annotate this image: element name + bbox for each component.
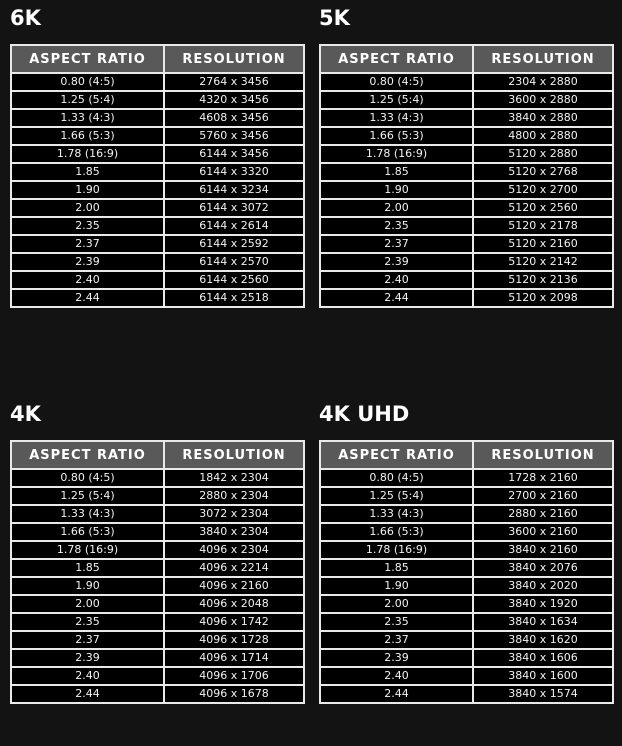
resolution-cell: 6144 x 2570: [164, 253, 304, 271]
aspect-ratio-header: ASPECT RATIO: [320, 45, 473, 73]
resolution-cell: 4096 x 2048: [164, 595, 304, 613]
table-row: [11, 145, 304, 163]
table-row: [11, 271, 304, 289]
aspect-ratio-cell: 1.85: [11, 559, 164, 577]
resolution-cell: 3840 x 1606: [473, 649, 613, 667]
table-row: [11, 253, 304, 271]
aspect-ratio-cell: 2.35: [11, 217, 164, 235]
aspect-ratio-cell: 1.78 (16:9): [320, 145, 473, 163]
resolution-cell: 6144 x 2518: [164, 289, 304, 307]
table-row: [320, 559, 613, 577]
resolution-table: [10, 44, 305, 308]
resolution-cell: 5120 x 2178: [473, 217, 613, 235]
resolution-cell: 3840 x 1620: [473, 631, 613, 649]
table-row: [320, 235, 613, 253]
aspect-ratio-cell: 2.39: [320, 253, 473, 271]
resolution-cell: 2764 x 3456: [164, 73, 304, 91]
aspect-ratio-cell: 1.78 (16:9): [320, 541, 473, 559]
resolution-cell: 3840 x 1574: [473, 685, 613, 703]
resolution-cell: 6144 x 3456: [164, 145, 304, 163]
aspect-ratio-cell: 0.80 (4:5): [320, 73, 473, 91]
resolution-cell: 3600 x 2880: [473, 91, 613, 109]
table-row: [11, 667, 304, 685]
resolution-cell: 4096 x 2214: [164, 559, 304, 577]
aspect-ratio-cell: 1.66 (5:3): [320, 523, 473, 541]
resolution-cell: 3600 x 2160: [473, 523, 613, 541]
table-row: [11, 613, 304, 631]
resolution-cell: 1842 x 2304: [164, 469, 304, 487]
resolution-cell: 4096 x 1706: [164, 667, 304, 685]
table-row: [11, 487, 304, 505]
panel-title: 5K: [319, 6, 350, 30]
panel-title: 4K UHD: [319, 402, 410, 426]
table-row: [11, 559, 304, 577]
aspect-ratio-cell: 1.33 (4:3): [320, 505, 473, 523]
aspect-ratio-cell: 1.25 (5:4): [320, 487, 473, 505]
table-row: [11, 73, 304, 91]
table-row: [11, 541, 304, 559]
table-row: [11, 577, 304, 595]
resolution-cell: 4800 x 2880: [473, 127, 613, 145]
aspect-ratio-cell: 1.66 (5:3): [11, 523, 164, 541]
table-row: [320, 469, 613, 487]
resolution-cell: 6144 x 3072: [164, 199, 304, 217]
resolution-cell: 5120 x 2160: [473, 235, 613, 253]
table-row: [11, 127, 304, 145]
aspect-ratio-cell: 1.90: [11, 577, 164, 595]
resolution-header: RESOLUTION: [164, 441, 304, 469]
aspect-ratio-cell: 2.44: [320, 289, 473, 307]
aspect-ratio-cell: 1.90: [11, 181, 164, 199]
aspect-ratio-cell: 1.25 (5:4): [11, 91, 164, 109]
table-row: [320, 631, 613, 649]
table-row: [320, 649, 613, 667]
resolution-cell: 5120 x 2098: [473, 289, 613, 307]
resolution-cell: 3840 x 2304: [164, 523, 304, 541]
aspect-ratio-cell: 2.00: [320, 595, 473, 613]
table-header-row: [320, 441, 613, 469]
resolution-cell: 3072 x 2304: [164, 505, 304, 523]
table-row: [320, 505, 613, 523]
aspect-ratio-cell: 1.25 (5:4): [11, 487, 164, 505]
resolution-header: RESOLUTION: [164, 45, 304, 73]
table-row: [11, 181, 304, 199]
table-row: [320, 73, 613, 91]
table-row: [320, 127, 613, 145]
table-row: [320, 145, 613, 163]
aspect-ratio-cell: 2.39: [11, 649, 164, 667]
resolution-table: [10, 440, 305, 704]
aspect-ratio-cell: 2.40: [11, 271, 164, 289]
aspect-ratio-cell: 1.85: [320, 163, 473, 181]
table-row: [320, 253, 613, 271]
aspect-ratio-header: ASPECT RATIO: [11, 441, 164, 469]
table-row: [320, 577, 613, 595]
table-row: [320, 109, 613, 127]
resolution-cell: 3840 x 2076: [473, 559, 613, 577]
aspect-ratio-cell: 2.40: [320, 667, 473, 685]
resolution-cell: 3840 x 2020: [473, 577, 613, 595]
table-row: [320, 91, 613, 109]
aspect-ratio-cell: 1.33 (4:3): [11, 109, 164, 127]
table-header-row: [11, 441, 304, 469]
table-row: [11, 685, 304, 703]
table-row: [320, 271, 613, 289]
resolution-cell: 2304 x 2880: [473, 73, 613, 91]
resolution-cell: 4608 x 3456: [164, 109, 304, 127]
resolution-cell: 3840 x 2160: [473, 541, 613, 559]
resolution-cell: 5120 x 2136: [473, 271, 613, 289]
table-row: [11, 505, 304, 523]
aspect-ratio-cell: 2.39: [11, 253, 164, 271]
resolution-cell: 4096 x 1714: [164, 649, 304, 667]
resolution-cell: 6144 x 2560: [164, 271, 304, 289]
resolution-table: [319, 44, 614, 308]
aspect-ratio-cell: 2.35: [320, 217, 473, 235]
resolution-cell: 5760 x 3456: [164, 127, 304, 145]
resolution-header: RESOLUTION: [473, 45, 613, 73]
table-row: [320, 613, 613, 631]
table-row: [11, 649, 304, 667]
resolution-table: [319, 440, 614, 704]
resolution-cell: 3840 x 1600: [473, 667, 613, 685]
aspect-ratio-cell: 2.44: [320, 685, 473, 703]
aspect-ratio-cell: 1.90: [320, 181, 473, 199]
aspect-ratio-header: ASPECT RATIO: [320, 441, 473, 469]
aspect-ratio-cell: 2.40: [320, 271, 473, 289]
table-row: [11, 235, 304, 253]
resolution-cell: 4096 x 1678: [164, 685, 304, 703]
resolution-cell: 1728 x 2160: [473, 469, 613, 487]
resolution-cell: 3840 x 2880: [473, 109, 613, 127]
aspect-ratio-cell: 2.35: [320, 613, 473, 631]
table-header-row: [11, 45, 304, 73]
resolution-cell: 5120 x 2700: [473, 181, 613, 199]
panel-title: 6K: [10, 6, 41, 30]
table-row: [320, 541, 613, 559]
table-row: [11, 91, 304, 109]
aspect-ratio-cell: 2.37: [320, 631, 473, 649]
table-row: [11, 199, 304, 217]
resolution-cell: 4096 x 1728: [164, 631, 304, 649]
aspect-ratio-cell: 2.37: [11, 631, 164, 649]
aspect-ratio-cell: 2.37: [11, 235, 164, 253]
resolution-cell: 2880 x 2160: [473, 505, 613, 523]
aspect-ratio-cell: 2.40: [11, 667, 164, 685]
table-row: [320, 685, 613, 703]
table-row: [11, 631, 304, 649]
resolution-header: RESOLUTION: [473, 441, 613, 469]
resolution-cell: 5120 x 2142: [473, 253, 613, 271]
aspect-ratio-cell: 2.00: [11, 595, 164, 613]
resolution-cell: 4096 x 2304: [164, 541, 304, 559]
aspect-ratio-cell: 2.35: [11, 613, 164, 631]
resolution-cell: 3840 x 1920: [473, 595, 613, 613]
resolution-cell: 5120 x 2768: [473, 163, 613, 181]
table-row: [11, 109, 304, 127]
resolution-cell: 4096 x 2160: [164, 577, 304, 595]
resolution-cell: 3840 x 1634: [473, 613, 613, 631]
aspect-ratio-cell: 2.00: [11, 199, 164, 217]
resolution-cell: 6144 x 3320: [164, 163, 304, 181]
resolution-cell: 2880 x 2304: [164, 487, 304, 505]
table-row: [320, 217, 613, 235]
table-row: [11, 217, 304, 235]
resolution-cell: 4096 x 1742: [164, 613, 304, 631]
table-row: [11, 523, 304, 541]
table-row: [11, 163, 304, 181]
aspect-ratio-cell: 1.78 (16:9): [11, 145, 164, 163]
aspect-ratio-cell: 2.39: [320, 649, 473, 667]
table-row: [11, 289, 304, 307]
aspect-ratio-cell: 0.80 (4:5): [11, 73, 164, 91]
table-row: [320, 595, 613, 613]
aspect-ratio-cell: 1.66 (5:3): [320, 127, 473, 145]
table-row: [11, 469, 304, 487]
table-header-row: [320, 45, 613, 73]
resolution-cell: 6144 x 2592: [164, 235, 304, 253]
aspect-ratio-cell: 1.66 (5:3): [11, 127, 164, 145]
aspect-ratio-cell: 1.33 (4:3): [11, 505, 164, 523]
resolution-cell: 5120 x 2560: [473, 199, 613, 217]
aspect-ratio-cell: 1.85: [11, 163, 164, 181]
resolution-cell: 4320 x 3456: [164, 91, 304, 109]
aspect-ratio-header: ASPECT RATIO: [11, 45, 164, 73]
aspect-ratio-cell: 2.00: [320, 199, 473, 217]
aspect-ratio-cell: 1.25 (5:4): [320, 91, 473, 109]
table-row: [320, 667, 613, 685]
table-row: [320, 181, 613, 199]
panel-title: 4K: [10, 402, 41, 426]
table-row: [320, 163, 613, 181]
resolution-cell: 5120 x 2880: [473, 145, 613, 163]
resolution-cell: 6144 x 2614: [164, 217, 304, 235]
aspect-ratio-cell: 1.90: [320, 577, 473, 595]
aspect-ratio-cell: 2.37: [320, 235, 473, 253]
aspect-ratio-cell: 0.80 (4:5): [11, 469, 164, 487]
resolution-cell: 2700 x 2160: [473, 487, 613, 505]
resolution-cell: 6144 x 3234: [164, 181, 304, 199]
aspect-ratio-cell: 2.44: [11, 685, 164, 703]
aspect-ratio-cell: 1.78 (16:9): [11, 541, 164, 559]
aspect-ratio-cell: 1.33 (4:3): [320, 109, 473, 127]
aspect-ratio-cell: 2.44: [11, 289, 164, 307]
aspect-ratio-cell: 0.80 (4:5): [320, 469, 473, 487]
table-row: [320, 289, 613, 307]
table-row: [320, 199, 613, 217]
table-row: [320, 523, 613, 541]
aspect-ratio-cell: 1.85: [320, 559, 473, 577]
table-row: [320, 487, 613, 505]
table-row: [11, 595, 304, 613]
